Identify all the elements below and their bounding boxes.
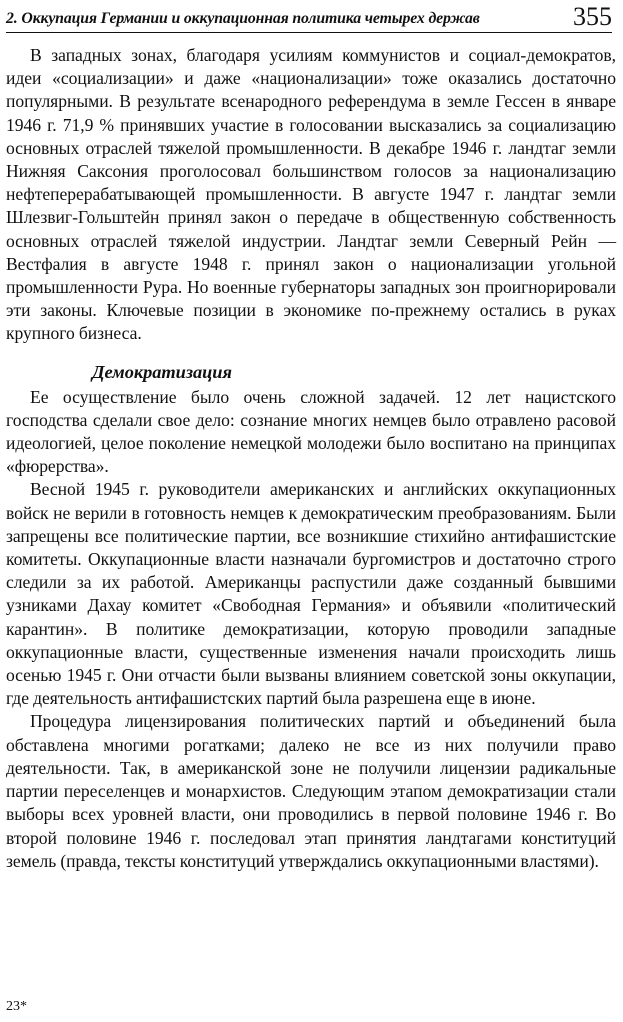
- paragraph-democratization-intro: Ее осуществление было очень сложной задачей. 12 лет нацистского господства сделали свое дело: сознание многих немцев было отравлено расовой идеологией, целое поколение немецкой молодежи было воспитано на принципах «фюрерства».: [6, 386, 616, 477]
- paragraph-socialization: В западных зонах, благодаря усилиям коммунистов и социал-демократов, идеи «социализации» и даже «национализации» тоже оказались достаточно популярными. В результате всенародного референдума в земле Гессен в январе 1946 г. 71,9 % принявших участие в голосовании высказались за социализацию основных отраслей тяжелой промышленности. В декабре 1946 г. ландтаг земли Нижняя Саксония проголосовал большинством голосов за национализацию нефтеперерабатывающей промышленности. В августе 1947 г. ландтаг земли Шлезвиг-Гольштейн принял закон о передаче в общественную собственность основных отраслей тяжелой индустрии. Ландтаг земли Северный Рейн — Вестфалия в августе 1948 г. принял закон о национализации угольной промышленности Рура. Но военные губернаторы западных зон проигнорировали эти законы. Ключевые позиции в экономике по-прежнему остались в руках крупного бизнеса.: [6, 45, 616, 344]
- section-heading: Демократизация: [92, 361, 232, 382]
- signature-mark: 23*: [6, 999, 27, 1014]
- running-header: [6, 2, 612, 33]
- page-number: 355: [573, 2, 612, 31]
- running-title: 2. Оккупация Германии и оккупационная политика четырех держав: [6, 10, 480, 27]
- paragraph-licensing: Процедура лицензирования политических партий и объединений была обставлена многими рогатками; далеко не все из них получили право деятельности. Так, в американской зоне не получили лицензии радикальные партии переселенцев и монархистов. Следующим этапом демократизации стали выборы всех уровней власти, они проводились в первой половине 1946 г. Во второй половине 1946 г. последовал этап принятия ландтагами конституций земель (правда, тексты конституций утверждались оккупационными властями).: [6, 711, 616, 871]
- paragraph-spring-1945: Весной 1945 г. руководители американских и английских оккупационных войск не верили в готовность немцев к демократическим преобразованиям. Были запрещены все политические партии, все возникшие стихийно антифашистские комитеты. Оккупационные власти назначали бургомистров и достаточно строго следили за их работой. Американцы распустили даже созданный бывшими узниками Дахау комитет «Свободная Германия» и объявили «политический карантин». В политике демократизации, которую проводили западные оккупационные власти, существенные изменения начали происходить лишь осенью 1945 г. Они отчасти были вызваны влиянием советской зоны оккупации, где деятельность антифашистских партий была разрешена еще в июне.: [6, 479, 616, 709]
- main-text: [6, 44, 616, 873]
